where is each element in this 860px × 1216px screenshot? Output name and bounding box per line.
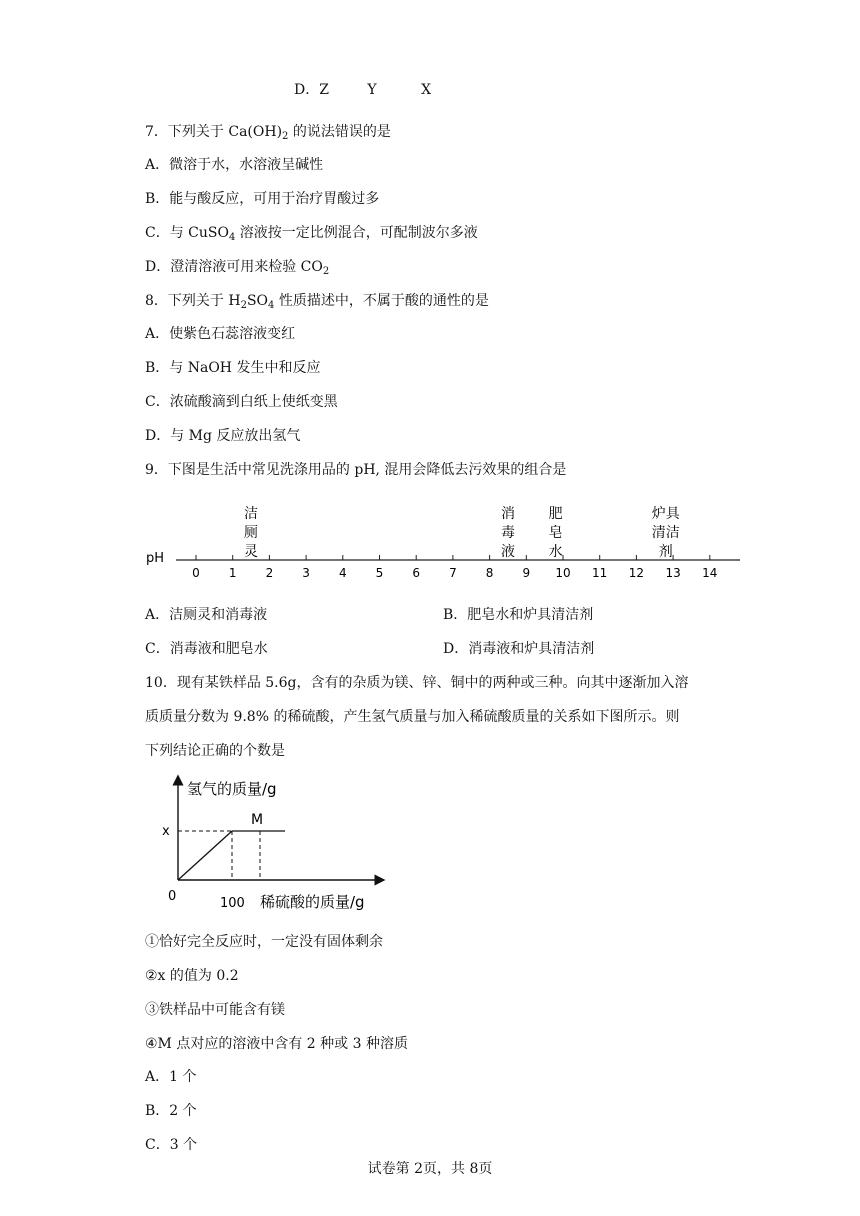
rising-line: [178, 831, 232, 880]
ph-tick-label: 4: [338, 566, 347, 580]
q6-option-d: [294, 79, 431, 99]
ph-product-label: 消: [500, 506, 515, 522]
ph-tick-label: 10: [555, 566, 571, 580]
y-axis-title: 氢气的质量/g: [187, 780, 277, 798]
q7-stem: 7．下列关于 $Ca(OH)_2$ 的说法错误的是: [145, 124, 391, 142]
ph-tick-label: 7: [449, 566, 457, 580]
ph-tick-label: 5: [375, 566, 384, 580]
q9-option-c: C．消毒液和肥皂水: [145, 641, 268, 657]
q10-statement-3: ③铁样品中可能含有镁: [145, 1002, 285, 1018]
ph-product-label: 毒: [500, 525, 515, 541]
ph-product-label: 清洁: [651, 525, 680, 541]
hydrogen-mass-chart: [150, 770, 400, 916]
q10-stem-line2: 质质量分数为 9.8% 的稀硫酸，产生氢气质量与加入稀硫酸质量的关系如下图所示。则: [145, 709, 680, 725]
ph-tick-label: 6: [412, 566, 421, 580]
ph-product-label: 皂: [548, 525, 563, 541]
q7-option-c: C．与 CuSO$_4$ 溶液按一定比例混合，可配制波尔多液: [145, 225, 478, 243]
q10-stem-line3: 下列结论正确的个数是: [145, 743, 285, 759]
ph-product-label: 灵: [244, 544, 259, 560]
ph-tick-label: 1: [228, 566, 237, 580]
ph-scale-figure: [140, 488, 750, 583]
ph-tick-label: 13: [665, 566, 681, 580]
ph-tick-label: 3: [302, 566, 310, 580]
q9-option-b: B．肥皂水和炉具清洁剂: [443, 607, 594, 623]
x-axis-title: 稀硫酸的质量/g: [260, 893, 365, 911]
q10-statement-2: ②x 的值为 0.2: [145, 968, 239, 984]
ph-axis-label: pH: [146, 551, 165, 566]
ph-product-label: 水: [548, 544, 563, 560]
q6-option-d-v1: Y: [367, 82, 377, 98]
ph-product-label: 液: [500, 544, 515, 560]
q9-option-a: A．洁厕灵和消毒液: [145, 607, 268, 623]
page-footer: 试卷第 2页，共 8页: [367, 1161, 493, 1177]
x-tick-label: 100: [220, 896, 245, 911]
q8-stem: 8．下列关于 $H_2SO_4$ 性质描述中，不属于酸的通性的是: [145, 293, 489, 311]
q10-option-a: A．1 个: [145, 1069, 197, 1085]
q8-option-d: D．与 Mg 反应放出氢气: [145, 428, 301, 444]
q7-option-a: A．微溶于水，水溶液呈碱性: [145, 157, 324, 173]
ph-product-label: 肥: [548, 506, 563, 522]
q10-statement-4: ④M 点对应的溶液中含有 2 种或 3 种溶质: [145, 1036, 408, 1052]
q7-option-d: D．澄清溶液可用来检验 $CO_2$: [145, 259, 330, 277]
y-tick-label: x: [162, 824, 170, 839]
q10-statement-1: ①恰好完全反应时，一定没有固体剩余: [145, 934, 383, 950]
q6-option-d-label: D．Z: [294, 82, 329, 98]
point-m-label: M: [251, 812, 264, 828]
ph-product-label: 洁: [244, 506, 259, 522]
q7-option-b: B．能与酸反应，可用于治疗胃酸过多: [145, 191, 380, 207]
ph-tick-label: 8: [485, 566, 494, 580]
ph-product-label: 炉具: [651, 506, 680, 522]
q6-option-d-v2: X: [421, 82, 432, 98]
q10-option-b: B．2 个: [145, 1103, 197, 1119]
q10-option-c: C．3 个: [145, 1137, 198, 1153]
origin-label: 0: [168, 889, 177, 904]
ph-tick-label: 11: [592, 566, 608, 580]
q8-option-b: B．与 NaOH 发生中和反应: [145, 360, 321, 376]
ph-tick-label: 9: [522, 566, 531, 580]
q9-option-d: D．消毒液和炉具清洁剂: [443, 641, 595, 657]
q8-option-c: C．浓硫酸滴到白纸上使纸变黑: [145, 394, 338, 410]
ph-tick-label: 12: [628, 566, 645, 580]
q8-option-a: A．使紫色石蕊溶液变红: [145, 326, 296, 342]
ph-product-label: 厕: [244, 525, 259, 541]
ph-tick-label: 2: [265, 566, 274, 580]
q10-stem-line1: 10．现有某铁样品 5.6g，含有的杂质为镁、锌、铜中的两种或三种。向其中逐渐加入溶: [145, 675, 689, 691]
ph-tick-label: 0: [192, 566, 200, 580]
ph-product-label: 剂: [658, 544, 673, 560]
q9-stem: 9．下图是生活中常见洗涤用品的 pH, 混用会降低去污效果的组合是: [145, 462, 567, 478]
ph-tick-label: 14: [702, 566, 718, 580]
